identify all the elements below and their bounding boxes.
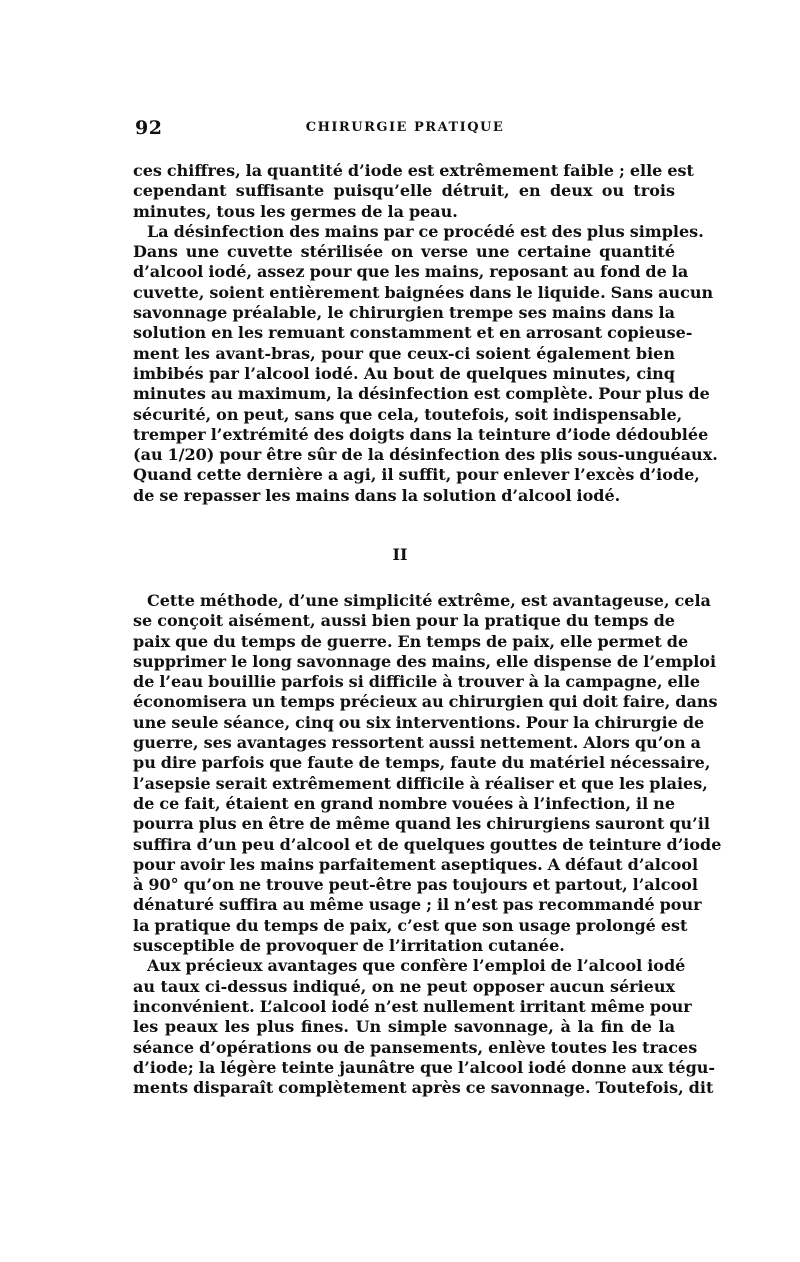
text-line: pour avoir les mains parfaitement aseptiques. A défaut d’alcool bbox=[133, 854, 699, 874]
text-line: susceptible de provoquer de l’irritation cutanée. bbox=[133, 936, 565, 956]
text-line: d’iode; la légère teinte jaunâtre que l’alcool iodé donne aux tégu- bbox=[133, 1057, 716, 1077]
text-line: suffira d’un peu d’alcool et de quelques gouttes de teinture d’iode bbox=[133, 834, 722, 854]
paragraph-block-1 bbox=[133, 161, 718, 506]
text-line: économisera un temps précieux au chirurgien qui doit faire, dans bbox=[133, 692, 718, 712]
text-line: cuvette, soient entièrement baignées dans le liquide. Sans aucun bbox=[133, 282, 714, 302]
text-line: solution en les remuant constamment et en arrosant copieuse- bbox=[133, 323, 693, 343]
text-line: supprimer le long savonnage des mains, elle dispense de l’emploi bbox=[133, 651, 717, 671]
text-line: guerre, ses avantages ressortent aussi nettement. Alors qu’on a bbox=[133, 733, 701, 753]
text-line: ment les avant-bras, pour que ceux-ci soient également bien bbox=[133, 343, 675, 363]
section-number: II bbox=[392, 545, 408, 564]
text-line: Cette méthode, d’une simplicité extrême, est avantageuse, cela bbox=[147, 591, 711, 610]
running-head: CHIRURGIE PRATIQUE bbox=[305, 120, 505, 135]
text-line: de se repasser les mains dans la solution d’alcool iodé. bbox=[133, 485, 621, 505]
page-number: 92 bbox=[135, 117, 163, 139]
text-line: à 90° qu’on ne trouve peut-être pas toujours et partout, l’alcool bbox=[133, 875, 698, 895]
text-line: tremper l’extrémité des doigts dans la teinture d’iode dédoublée bbox=[133, 424, 709, 444]
text-line: de ce fait, étaient en grand nombre vouées à l’infection, il ne bbox=[133, 793, 675, 813]
text-line: La désinfection des mains par ce procédé est des plus simples. bbox=[147, 221, 704, 241]
text-line: pu dire parfois que faute de temps, faute du matériel nécessaire, bbox=[133, 753, 711, 773]
paragraph-block-2 bbox=[133, 591, 722, 1098]
text-line: cependant suffisante puisqu’elle détruit, en deux ou trois bbox=[133, 181, 675, 201]
text-line: pourra plus en être de même quand les chirurgiens sauront qu’il bbox=[133, 814, 710, 834]
text-line: minutes, tous les germes de la peau. bbox=[133, 201, 458, 221]
text-line: l’asepsie serait extrêmement difficile à réaliser et que les plaies, bbox=[133, 773, 708, 793]
text-line: minutes au maximum, la désinfection est complète. Pour plus de bbox=[133, 384, 710, 404]
text-line: savonnage préalable, le chirurgien trempe ses mains dans la bbox=[133, 303, 675, 323]
text-line: paix que du temps de guerre. En temps de paix, elle permet de bbox=[133, 631, 689, 651]
text-line: Quand cette dernière a agi, il suffit, pour enlever l’excès d’iode, bbox=[133, 465, 700, 485]
text-line: Aux précieux avantages que confère l’emploi de l’alcool iodé bbox=[147, 956, 686, 976]
text-line: imbibés par l’alcool iodé. Au bout de quelques minutes, cinq bbox=[133, 363, 675, 383]
text-line: (au 1/20) pour être sûr de la désinfection des plis sous-unguéaux. bbox=[133, 445, 718, 465]
text-line: dénaturé suffira au même usage ; il n’est pas recommandé pour bbox=[133, 895, 702, 915]
text-line: sécurité, on peut, sans que cela, toutefois, soit indispensable, bbox=[133, 404, 683, 424]
text-line: la pratique du temps de paix, c’est que son usage prolongé est bbox=[133, 915, 688, 935]
text-line: de l’eau bouillie parfois si difficile à trouver à la campagne, elle bbox=[133, 672, 701, 692]
text-line: se conçoit aisément, aussi bien pour la pratique du temps de bbox=[133, 611, 675, 631]
text-line: les peaux les plus fines. Un simple savonnage, à la fin de la bbox=[133, 1017, 675, 1037]
text-line: au taux ci-dessus indiqué, on ne peut opposer aucun sérieux bbox=[133, 976, 675, 996]
page-header bbox=[135, 117, 675, 141]
text-line: Dans une cuvette stérilisée on verse une certaine quantité bbox=[133, 242, 675, 262]
text-line: inconvénient. L’alcool iodé n’est nullement irritant même pour bbox=[133, 996, 692, 1016]
text-line: ments disparaît complètement après ce savonnage. Toutefois, dit bbox=[133, 1078, 714, 1098]
text-line: d’alcool iodé, assez pour que les mains, reposant au fond de la bbox=[133, 262, 689, 282]
text-line: séance d’opérations ou de pansements, enlève toutes les traces bbox=[133, 1037, 698, 1057]
text-line: ces chiffres, la quantité d’iode est extrêmement faible ; elle est bbox=[133, 161, 694, 180]
text-line: une seule séance, cinq ou six interventions. Pour la chirurgie de bbox=[133, 712, 705, 732]
